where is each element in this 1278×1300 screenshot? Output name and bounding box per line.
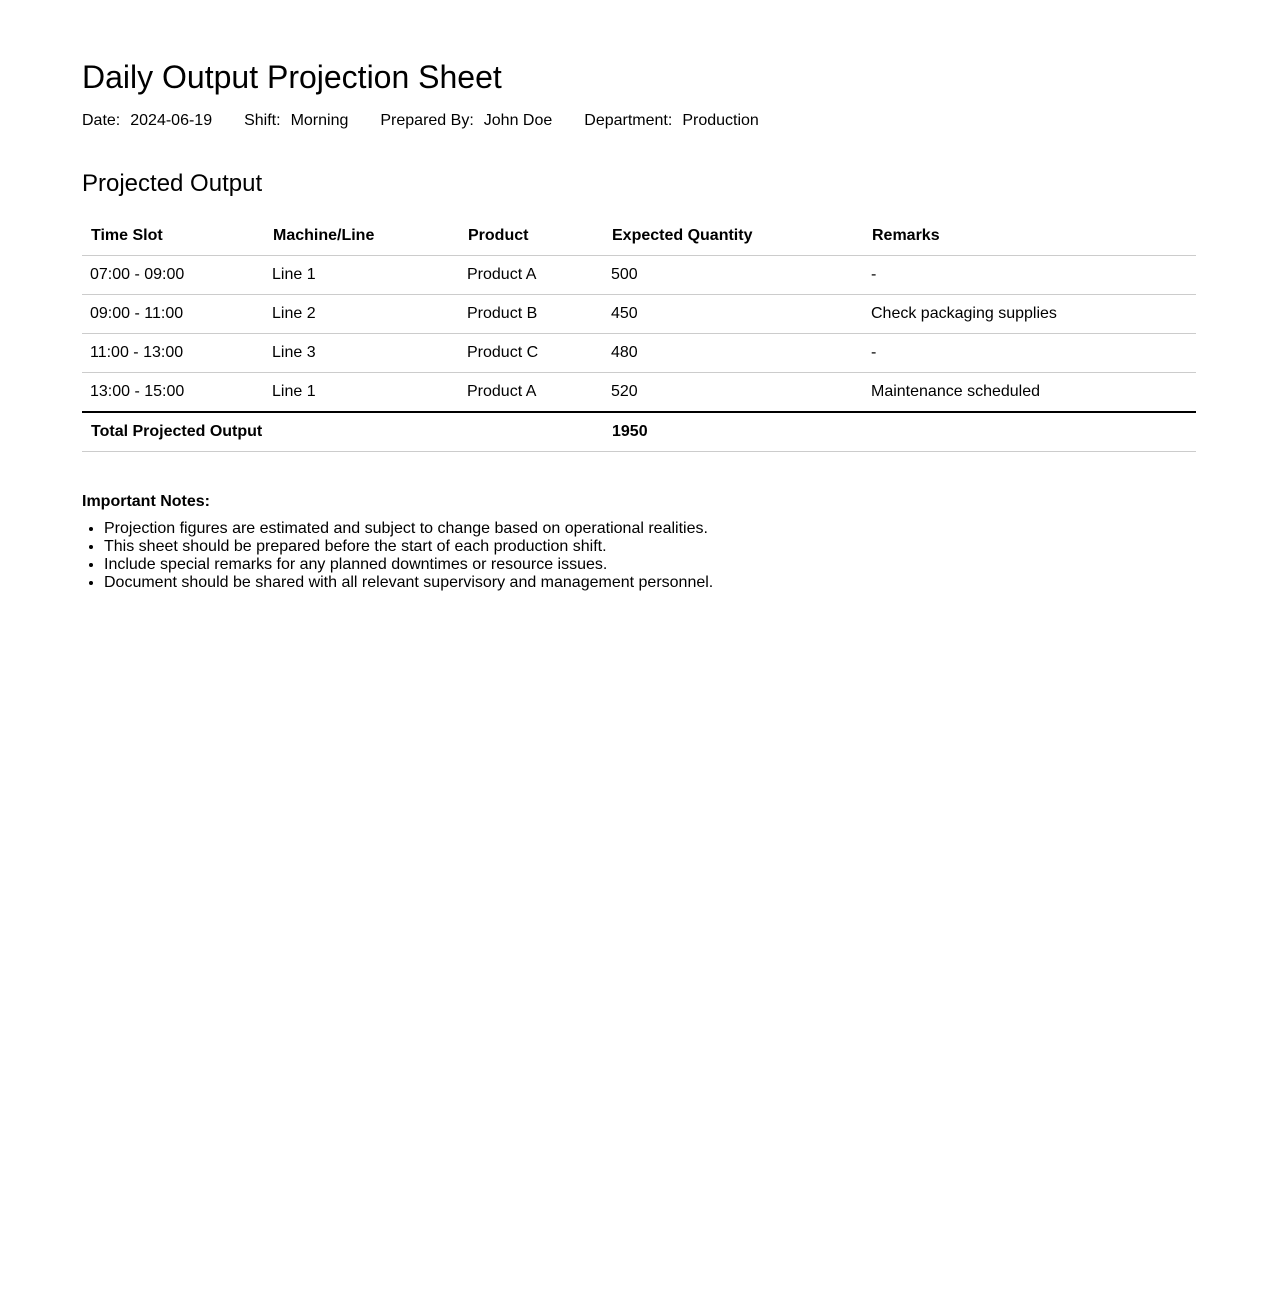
meta-prepared-value: John Doe bbox=[483, 112, 553, 129]
total-value: 1950 bbox=[603, 412, 863, 452]
cell-remarks: - bbox=[863, 256, 1196, 295]
list-item: • This sheet should be prepared before the start of each production shift. bbox=[104, 538, 1196, 556]
column-header-time-slot: Time Slot bbox=[82, 217, 264, 256]
column-header-expected-quantity: Expected Quantity bbox=[603, 217, 863, 256]
meta-department-value: Production bbox=[682, 112, 759, 129]
cell-remarks: - bbox=[863, 334, 1196, 373]
cell-time-slot: 13:00 - 15:00 bbox=[82, 373, 264, 413]
section-title: Projected Output bbox=[82, 170, 263, 197]
document-page bbox=[0, 0, 1278, 592]
table-header-row bbox=[82, 217, 1196, 256]
table-row bbox=[82, 334, 1196, 373]
cell-product: Product A bbox=[459, 256, 603, 295]
meta-shift-value: Morning bbox=[290, 112, 349, 129]
total-empty-cell bbox=[863, 412, 1196, 452]
meta-date-label: Date: bbox=[82, 112, 121, 129]
meta-department-label: Department: bbox=[584, 112, 673, 129]
meta-shift-label: Shift: bbox=[244, 112, 281, 129]
document-title: Daily Output Projection Sheet bbox=[82, 59, 502, 95]
document-meta bbox=[82, 111, 1196, 131]
meta-prepared-by bbox=[380, 111, 552, 131]
table-row bbox=[82, 295, 1196, 334]
cell-expected-quantity: 500 bbox=[603, 256, 863, 295]
list-item: • Document should be shared with all relevant supervisory and management personnel. bbox=[104, 574, 1196, 592]
cell-machine-line: Line 2 bbox=[264, 295, 459, 334]
meta-shift bbox=[244, 111, 348, 131]
cell-machine-line: Line 3 bbox=[264, 334, 459, 373]
notes-title: Important Notes: bbox=[82, 493, 210, 510]
cell-expected-quantity: 480 bbox=[603, 334, 863, 373]
column-header-machine-line: Machine/Line bbox=[264, 217, 459, 256]
table-total-row bbox=[82, 412, 1196, 452]
meta-department bbox=[584, 111, 759, 131]
list-item: • Projection figures are estimated and subject to change based on operational realities. bbox=[104, 520, 1196, 538]
total-label: Total Projected Output bbox=[82, 412, 603, 452]
meta-date-value: 2024-06-19 bbox=[130, 112, 213, 129]
cell-expected-quantity: 520 bbox=[603, 373, 863, 413]
table-row bbox=[82, 373, 1196, 413]
notes-list bbox=[82, 520, 1196, 592]
projection-table bbox=[82, 217, 1196, 452]
column-header-product: Product bbox=[459, 217, 603, 256]
cell-machine-line: Line 1 bbox=[264, 256, 459, 295]
cell-time-slot: 07:00 - 09:00 bbox=[82, 256, 264, 295]
cell-time-slot: 11:00 - 13:00 bbox=[82, 334, 264, 373]
cell-machine-line: Line 1 bbox=[264, 373, 459, 413]
column-header-remarks: Remarks bbox=[863, 217, 1196, 256]
table-row bbox=[82, 256, 1196, 295]
meta-date bbox=[82, 111, 212, 131]
cell-remarks: Maintenance scheduled bbox=[863, 373, 1196, 413]
cell-product: Product A bbox=[459, 373, 603, 413]
meta-prepared-label: Prepared By: bbox=[380, 112, 474, 129]
cell-product: Product C bbox=[459, 334, 603, 373]
cell-time-slot: 09:00 - 11:00 bbox=[82, 295, 264, 334]
cell-remarks: Check packaging supplies bbox=[863, 295, 1196, 334]
cell-product: Product B bbox=[459, 295, 603, 334]
cell-expected-quantity: 450 bbox=[603, 295, 863, 334]
list-item: • Include special remarks for any planned downtimes or resource issues. bbox=[104, 556, 1196, 574]
